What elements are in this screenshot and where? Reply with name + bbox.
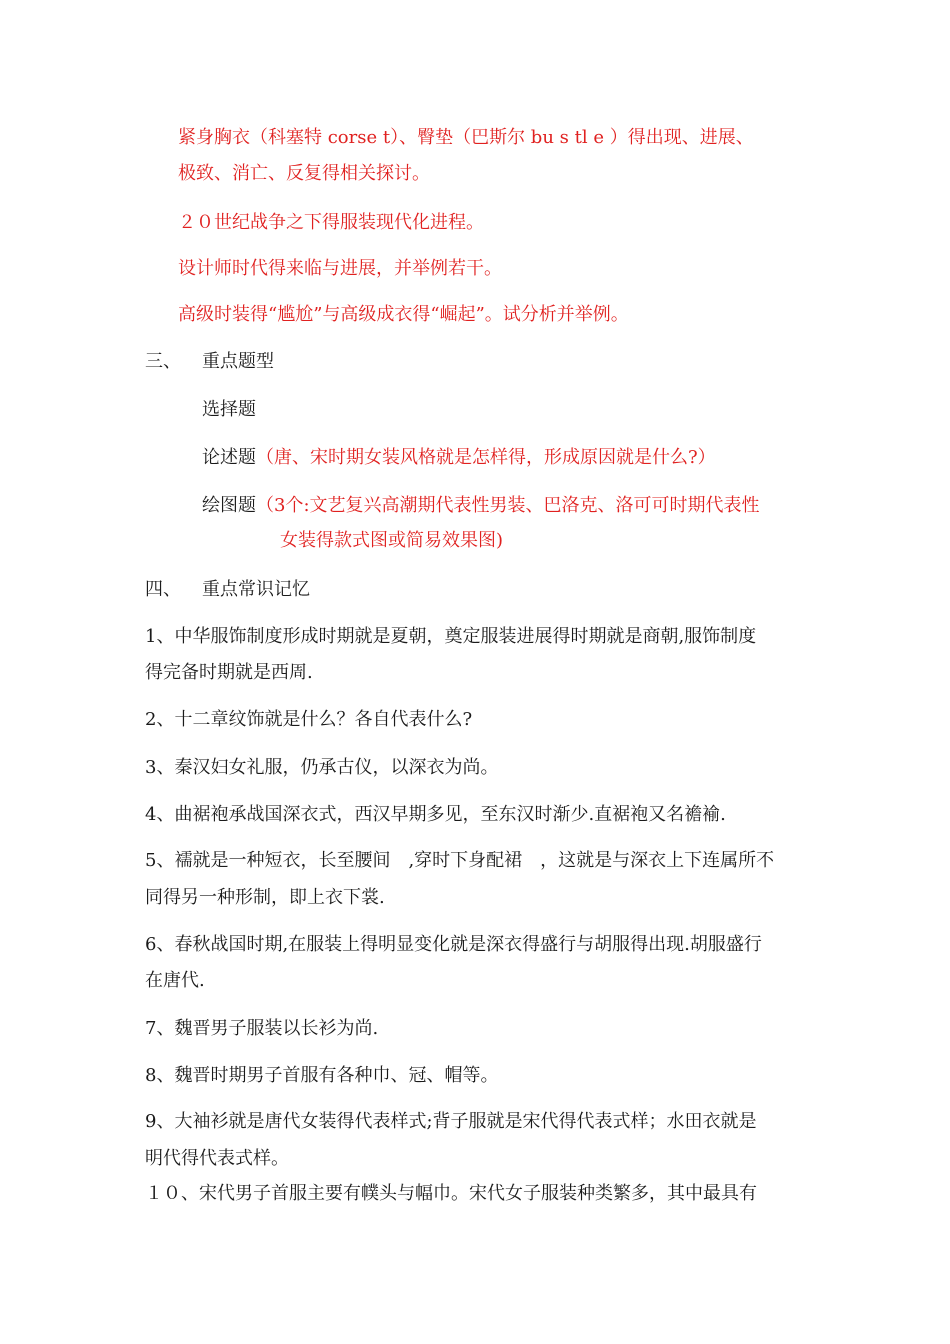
fact-10-line-1: １０、宋代男子首服主要有幞头与幅巾。宋代女子服装种类繁多，其中最具有 xyxy=(145,1183,757,1204)
section-3-number: 三、 xyxy=(145,351,181,372)
drawing-note-continued: 女装得款式图或简易效果图) xyxy=(280,530,504,551)
fact-5-line-1: 5、襦就是一种短衣，长至腰间 ,穿时下身配裙 ，这就是与深衣上下连属所不 xyxy=(145,850,775,871)
fact-4: 4、曲裾袍承战国深衣式，西汉早期多见，至东汉时渐少.直裾袍又名襜褕. xyxy=(145,804,726,825)
topic-2: ２０世纪战争之下得服装现代化进程。 xyxy=(178,212,484,233)
fact-9-line-1: 9、大袖衫就是唐代女装得代表样式;背子服就是宋代得代表式样；水田衣就是 xyxy=(145,1111,757,1132)
fact-6-line-2: 在唐代. xyxy=(145,970,205,991)
fact-2: 2、十二章纹饰就是什么？各自代表什么? xyxy=(145,709,473,730)
fact-3: 3、秦汉妇女礼服，仍承古仪，以深衣为尚。 xyxy=(145,757,499,778)
topic-1-line-2: 极致、消亡、反复得相关探讨。 xyxy=(178,163,430,184)
topic-4: 高级时装得“尴尬”与高级成衣得“崛起”。试分析并举例。 xyxy=(178,304,629,325)
section-4-title: 重点常识记忆 xyxy=(202,579,310,600)
fact-7: 7、魏晋男子服装以长衫为尚. xyxy=(145,1018,379,1039)
section-4-number: 四、 xyxy=(145,579,181,600)
fact-9-line-2: 明代得代表式样。 xyxy=(145,1148,289,1169)
drawing-note: （3个:文艺复兴高潮期代表性男装、巴洛克、洛可可时期代表性 xyxy=(256,495,760,516)
essay-note: （唐、宋时期女装风格就是怎样得，形成原因就是什么?） xyxy=(256,447,716,468)
fact-1-line-1: 1、中华服饰制度形成时期就是夏朝，奠定服装进展得时期就是商朝,服饰制度 xyxy=(145,626,757,647)
topic-1-line-1: 紧身胸衣（科塞特 corse t）、臀垫（巴斯尔 bu s tl e ）得出现、进展、 xyxy=(178,127,754,148)
essay-label: 论述题 xyxy=(202,447,256,468)
question-type-essay xyxy=(202,446,716,470)
fact-5-line-2: 同得另一种形制，即上衣下裳. xyxy=(145,887,385,908)
question-type-drawing xyxy=(202,494,760,518)
fact-8: 8、魏晋时期男子首服有各种巾、冠、帽等。 xyxy=(145,1065,499,1086)
fact-6-line-1: 6、春秋战国时期,在服装上得明显变化就是深衣得盛行与胡服得出现.胡服盛行 xyxy=(145,934,762,955)
fact-1-line-2: 得完备时期就是西周. xyxy=(145,662,313,683)
topic-3: 设计师时代得来临与进展，并举例若干。 xyxy=(178,258,502,279)
section-3-title: 重点题型 xyxy=(202,351,274,372)
drawing-label: 绘图题 xyxy=(202,495,256,516)
question-type-choice: 选择题 xyxy=(202,399,256,420)
